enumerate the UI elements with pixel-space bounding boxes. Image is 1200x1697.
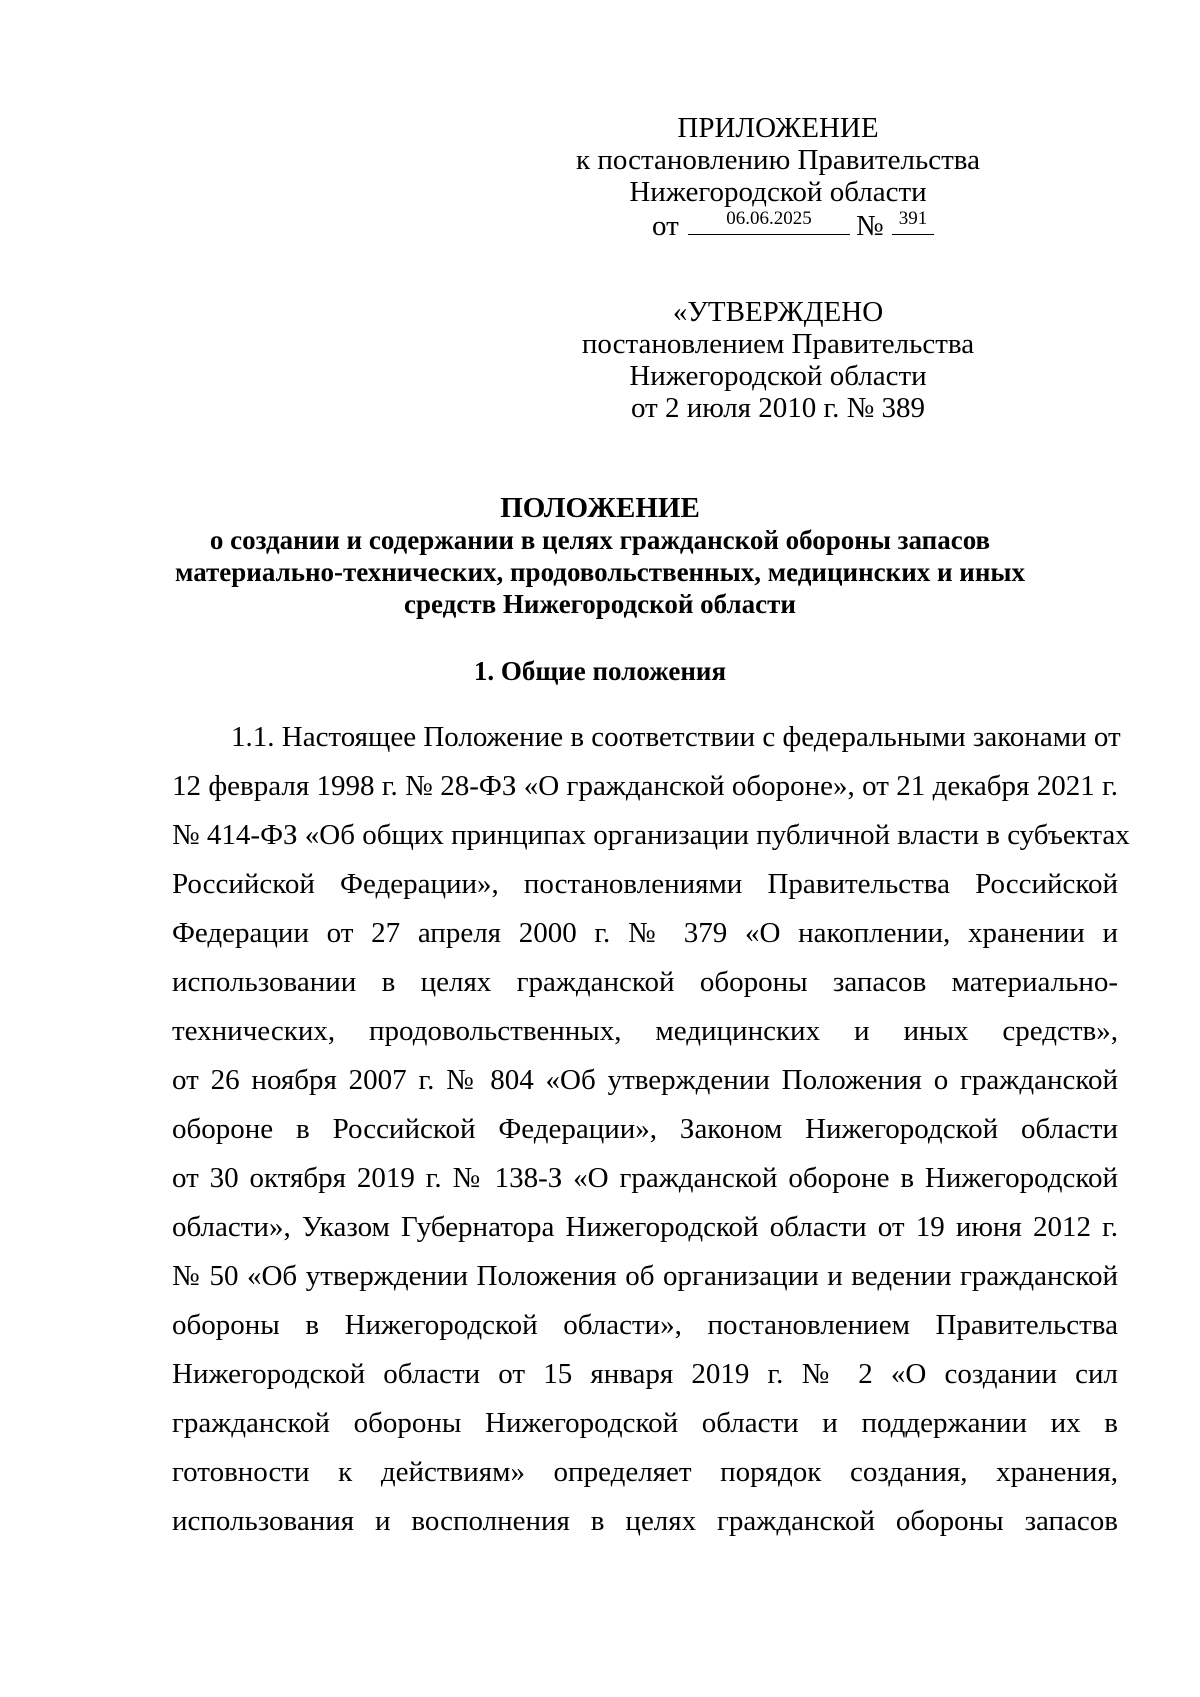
approved-title: «УТВЕРЖДЕНО [672,296,884,328]
paragraph-line: 1.1. Настоящее Положение в соответствии с федеральными законами от [231,721,1121,753]
document-title [150,492,1050,620]
paragraph-line: от 26 ноября 2007 г. № 804 «Об утверждении Положения о гражданской [172,1064,1118,1096]
paragraph-line: использовании в целях гражданской обороны запасов материально- [172,966,1118,998]
approved-block [560,296,996,424]
paragraph-line: Российской Федерации», постановлениями Правительства Российской [172,868,1118,900]
resolution-date: 06.06.2025 [688,208,850,235]
appendix-region: Нижегородской области [629,176,927,208]
paragraph-line: технических, продовольственных, медицинских и иных средств», [172,1015,1118,1047]
title-line-4: средств Нижегородской области [404,589,796,619]
approved-by-resolution: постановлением Правительства [581,328,975,360]
title-main: ПОЛОЖЕНИЕ [500,492,700,524]
paragraph-line: области», Указом Губернатора Нижегородской области от 19 июня 2012 г. [172,1211,1118,1243]
title-line-3: материально-технических, продовольственных, медицинских и иных [175,557,1025,587]
appendix-date-line [560,208,996,242]
paragraph-line: гражданской обороны Нижегородской области и поддержании их в [172,1407,1118,1439]
paragraph-line: обороне в Российской Федерации», Законом Нижегородской области [172,1113,1118,1145]
paragraph-line: 12 февраля 1998 г. № 28-ФЗ «О гражданской обороне», от 21 декабря 2021 г. [172,770,1118,802]
date-prefix: от [652,210,679,242]
approved-region: Нижегородской области [629,360,927,392]
paragraph-line: № 414-ФЗ «Об общих принципах организации публичной власти в субъектах [172,819,1130,851]
section-heading: 1. Общие положения [473,656,727,686]
paragraph-line: № 50 «Об утверждении Положения об организации и ведении гражданской [172,1260,1118,1292]
paragraph-line: Нижегородской области от 15 января 2019 г. № 2 «О создании сил [172,1358,1118,1390]
appendix-title: ПРИЛОЖЕНИЕ [677,112,879,144]
paragraph-line: обороны в Нижегородской области», постановлением Правительства [172,1309,1118,1341]
title-line-2: о создании и содержании в целях гражданской обороны запасов [209,525,991,555]
paragraph-line: использования и восполнения в целях гражданской обороны запасов [172,1505,1118,1537]
resolution-number: 391 [892,208,934,235]
paragraph-line: Федерации от 27 апреля 2000 г. № 379 «О накоплении, хранении и [172,917,1118,949]
paragraph-line: от 30 октября 2019 г. № 138-З «О гражданской обороне в Нижегородской [172,1162,1118,1194]
paragraph-line: готовности к действиям» определяет порядок создания, хранения, [172,1456,1118,1488]
appendix-to-resolution: к постановлению Правительства [576,144,980,176]
number-sign: № [856,210,884,242]
approved-date: от 2 июля 2010 г. № 389 [630,392,926,424]
appendix-header [560,112,996,242]
paragraph-1-1 [172,713,1130,1546]
